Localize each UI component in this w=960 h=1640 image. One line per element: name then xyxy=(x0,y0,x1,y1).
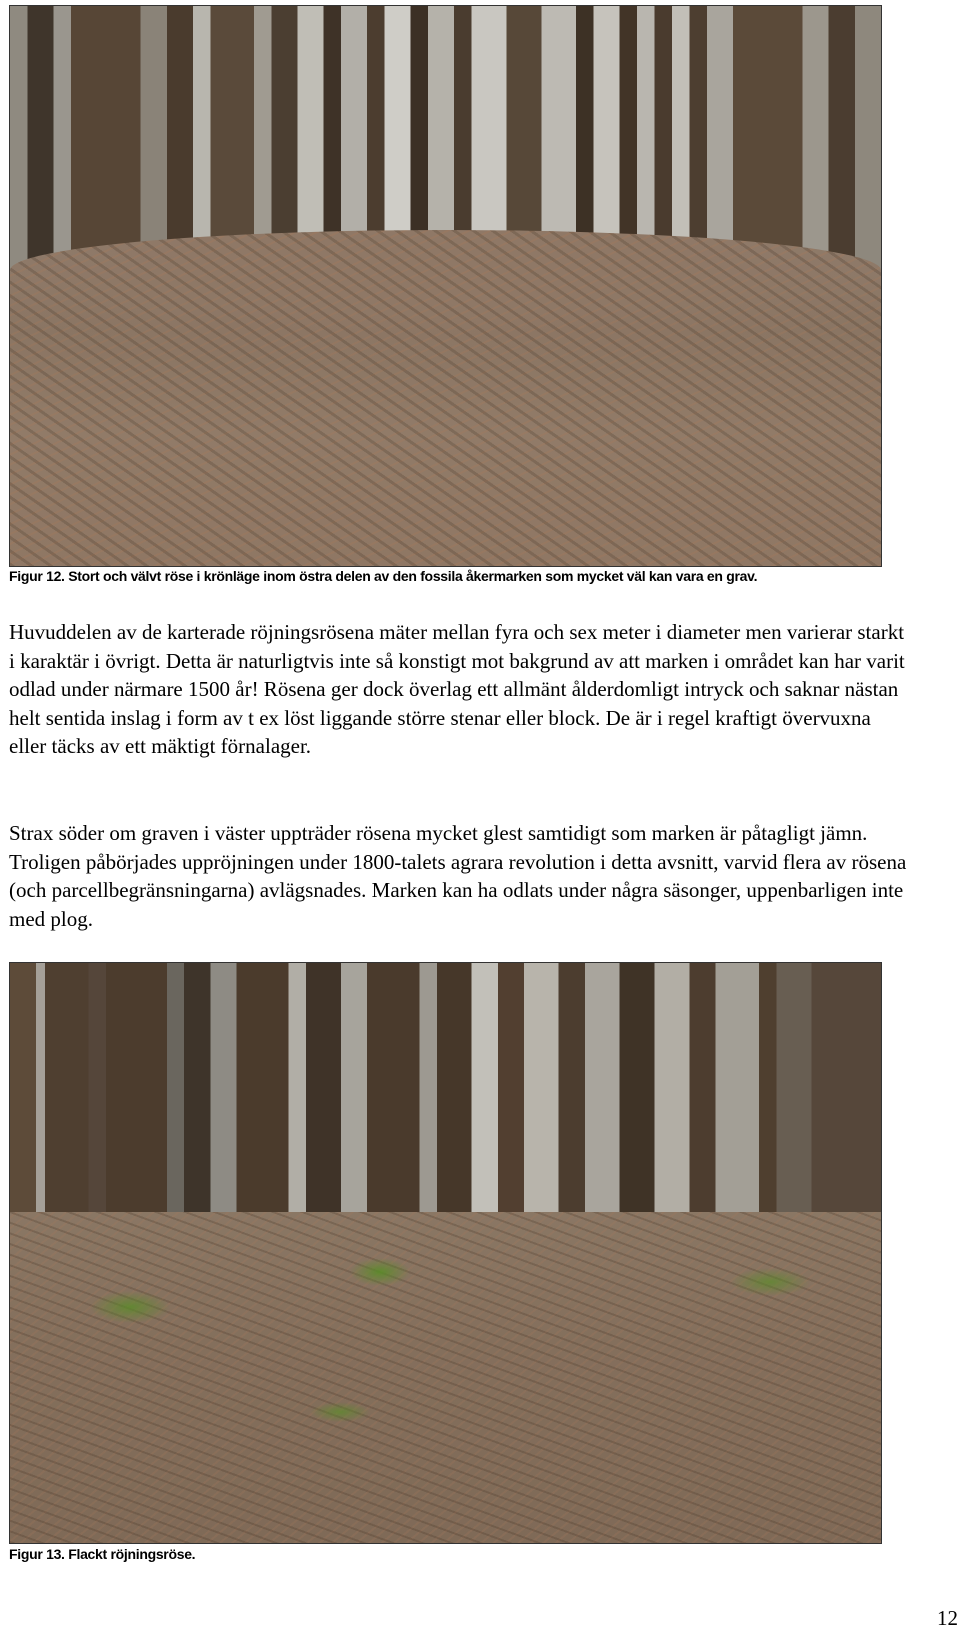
figure-12-photo xyxy=(9,5,882,567)
body-paragraph-2: Strax söder om graven i väster uppträder rösena mycket glest samtidigt som marken är påtagligt jämn. Troligen påbörjades uppröjningen under 1800-talets agrara revolution i detta avsnitt, varvid flera av rösena (och parcellbegränsningarna) avlägsnades. Marken kan ha odlats under några säsonger, uppenbarligen inte med plog. xyxy=(9,821,907,931)
figure-12-caption: Figur 12. Stort och välvt röse i krönläge inom östra delen av den fossila åkermarken som mycket väl kan vara en grav. xyxy=(9,568,758,584)
figure-13-caption: Figur 13. Flackt röjningsröse. xyxy=(9,1546,196,1562)
figure-13-photo xyxy=(9,962,882,1544)
body-paragraph-1: Huvuddelen av de karterade röjningsrösena mäter mellan fyra och sex meter i diameter men varierar starkt i karaktär i övrigt. Detta är naturligtvis inte så konstigt mot bakgrund av att marken i området kan har varit odlad under närmare 1500 år! Rösena ger dock överlag ett allmänt ålderdomligt intryck och saknar nästan helt sentida inslag i form av t ex löst liggande större stenar eller block. De är i regel kraftigt övervuxna eller täcks av ett mäktigt förnalager. xyxy=(9,620,905,758)
page-number: 12 xyxy=(937,1606,958,1630)
